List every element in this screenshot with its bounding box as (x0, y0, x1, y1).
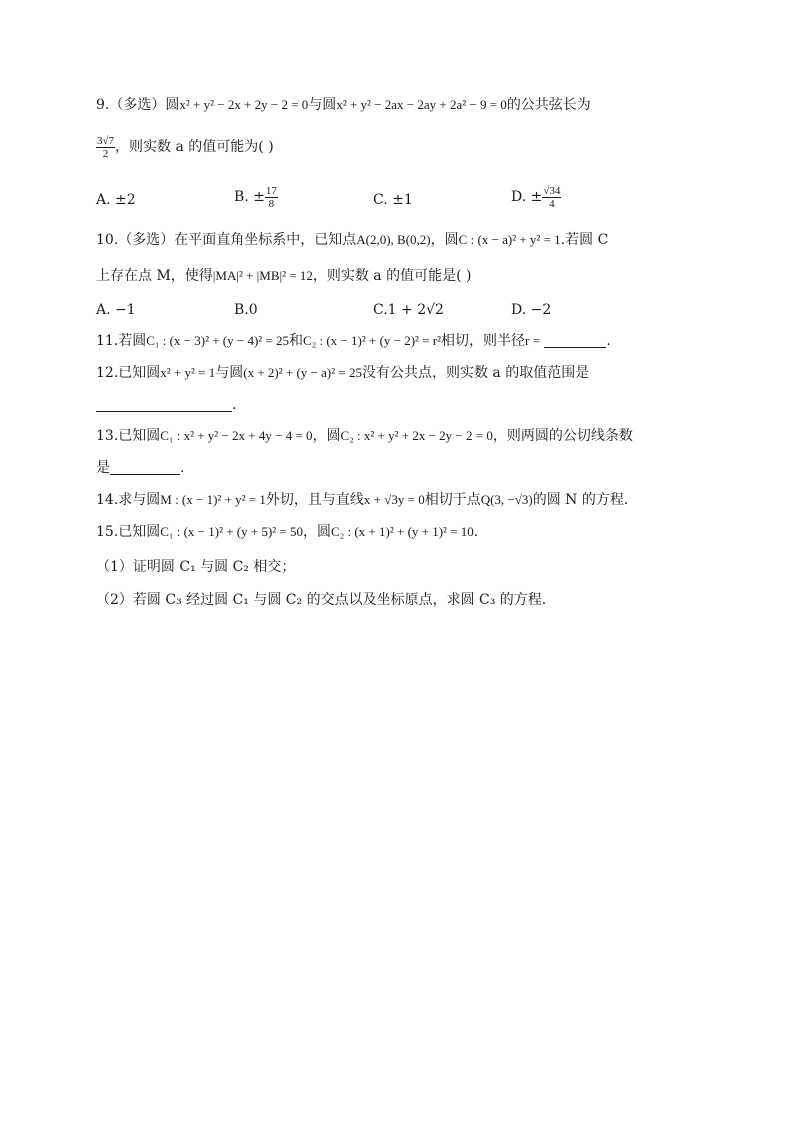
q13-answer-blank[interactable] (110, 460, 180, 475)
q15-line1: 15.已知圆C₁ : (x − 1)² + (y + 5)² = 50，圆C₂ : (x + 1)² + (y + 1)² = 10. (96, 524, 479, 540)
q11-prefix: 11.若圆 (96, 333, 147, 349)
q14-mid: 外切，且与直线 (265, 492, 364, 508)
q9-option-b: B. ± $\frac{17}{8}$ (234, 184, 277, 210)
q14-mid2: 相切于点 (424, 492, 481, 508)
q10-text3: .若圆 C (560, 232, 609, 248)
q10-circle: C : (x − a)² + y² = 1 (458, 232, 561, 247)
q13-prefix: 13.已知圆 (96, 428, 161, 444)
q15-circle2: C₂ : (x + 1)² + (y + 1)² = 10 (331, 524, 474, 539)
q13-suffix: ，则两圆的公切线条数 (492, 428, 633, 444)
q11-circle2: C₂ : (x − 1)² + (y − 2)² = r² (303, 333, 442, 348)
q10-text2: ，圆 (430, 232, 459, 248)
q13-mid: ，圆 (312, 428, 341, 444)
q11-r: r = (525, 333, 540, 348)
q10-option-d: D. −2 (511, 302, 552, 318)
q10-line1 (96, 229, 608, 251)
q10-text4: 上存在点 M，使得 (96, 268, 213, 284)
q11-answer-blank[interactable] (544, 333, 606, 348)
q10-line2 (96, 265, 471, 287)
q15-part1: （1）证明圆 C₁ 与圆 C₂ 相交； (96, 559, 296, 575)
q9-line1 (96, 94, 591, 116)
q13-circle2: C₂ : x² + y² + 2x − 2y − 2 = 0 (340, 428, 493, 443)
q14-prefix: 14.求与圆 (96, 492, 161, 508)
q15-part2: （2）若圆 C₃ 经过圆 C₁ 与圆 C₂ 的交点以及坐标原点，求圆 C₃ 的方程. (96, 592, 547, 608)
q10-text5: ，则实数 a 的值可能是( ) (312, 268, 472, 284)
q12-circle1: x² + y² = 1 (160, 365, 216, 380)
q10-text1: 10.（多选）在平面直角坐标系中，已知点 (96, 232, 357, 248)
q11-line: 11.若圆C₁ : (x − 3)² + (y − 4)² = 25和C₂ : (x − 1)² + (y − 2)² = r²相切，则半径r = . (96, 333, 611, 349)
q13-circle1: C₁ : x² + y² − 2x + 4y − 4 = 0 (160, 428, 313, 443)
q14-circle: M : (x − 1)² + y² = 1 (160, 492, 266, 507)
q14-line (96, 489, 628, 511)
q11-suffix: 相切，则半径 (441, 333, 526, 349)
q12-prefix: 12.已知圆 (96, 365, 161, 381)
q9-fraction: $\frac{3√7}{2}$ (97, 134, 115, 160)
q12-mid: 与圆 (215, 365, 244, 381)
q15-prefix: 15.已知圆 (96, 524, 161, 540)
q14-point: Q(3, −√3) (480, 492, 533, 507)
q9-mid: 与圆 (308, 97, 337, 113)
q10-option-a: A. −1 (96, 302, 136, 318)
q9-circle1: x² + y² − 2x + 2y − 2 = 0 (179, 97, 309, 112)
q10-option-c: C.1 + 2√2 (373, 302, 444, 318)
q9-question: ，则实数 a 的值可能为( ) (115, 139, 274, 155)
q9-option-a: A. ±2 (96, 192, 136, 208)
q9-prefix: 9.（多选）圆 (96, 97, 180, 113)
q14-tangent-line: x + √3y = 0 (363, 492, 425, 507)
q10-points: A(2,0), B(0,2) (356, 232, 431, 247)
q9-line2 (96, 132, 274, 162)
q12-circle2: (x + 2)² + (y − a)² = 25 (243, 365, 362, 380)
q11-mid: 和 (289, 333, 304, 349)
q15-circle1: C₁ : (x − 1)² + (y + 5)² = 50 (160, 524, 304, 539)
q9-circle2: x² + y² − 2ax − 2ay + 2a² − 9 = 0 (336, 97, 507, 112)
q14-suffix: 的圆 N 的方程. (532, 492, 629, 508)
q13-line2: 是 . (96, 460, 185, 476)
q12-answer-blank[interactable] (96, 397, 232, 412)
q11-circle1: C₁ : (x − 3)² + (y − 4)² = 25 (146, 333, 290, 348)
q10-condition: |MA|² + |MB|² = 12 (212, 268, 313, 283)
q15-mid: ，圆 (303, 524, 332, 540)
q9-suffix: 的公共弦长为 (506, 97, 591, 113)
q10-option-b: B.0 (234, 302, 258, 318)
q12-line1 (96, 362, 589, 384)
q12-suffix: 没有公共点，则实数 a 的取值范围是 (361, 365, 590, 381)
q9-option-c: C. ±1 (373, 192, 413, 208)
q9-option-d: D. ± $\frac{√34}{4}$ (511, 184, 561, 210)
q13-line1 (96, 425, 633, 447)
q12-line2: . (96, 394, 236, 416)
